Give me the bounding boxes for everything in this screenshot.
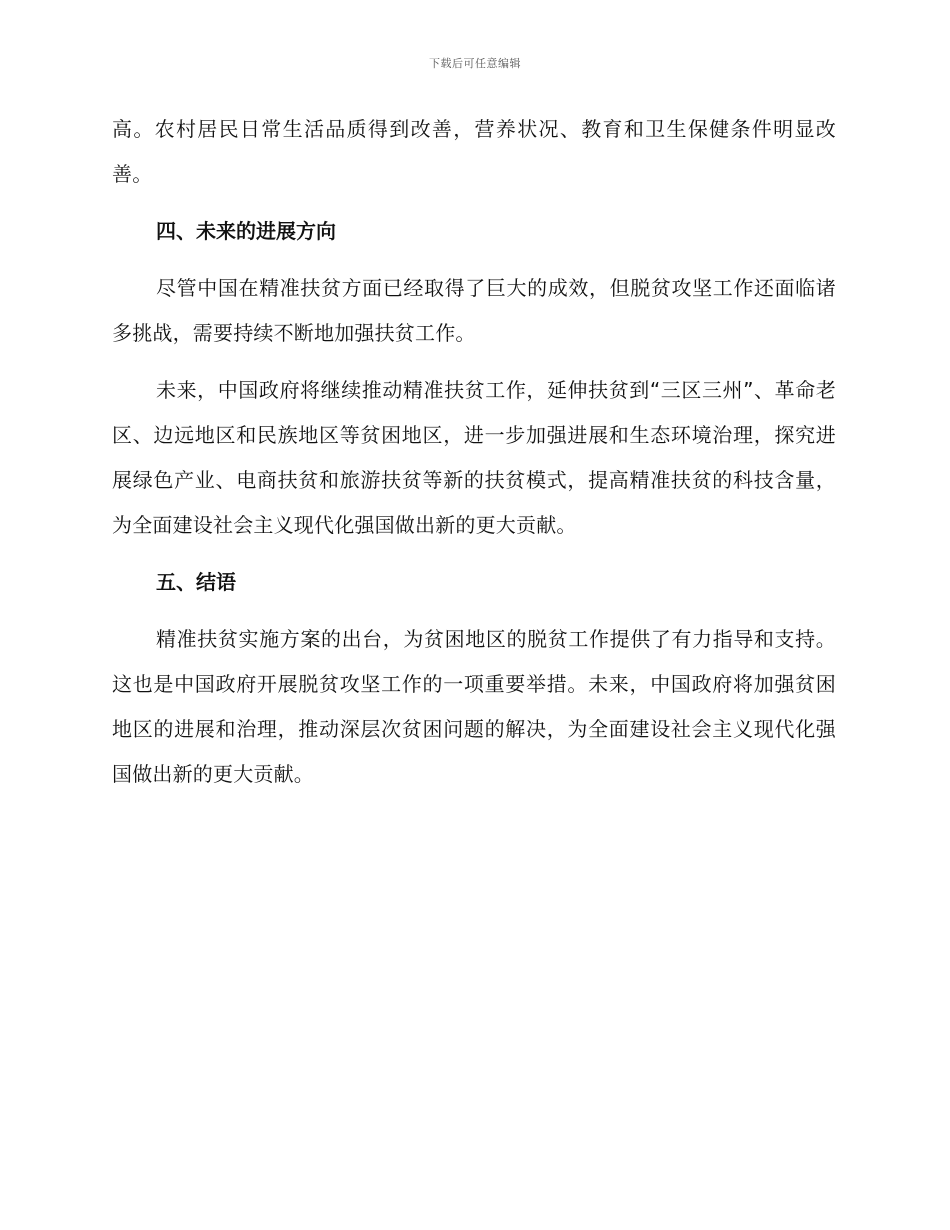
section-heading-conclusion: 五、结语 [156, 570, 236, 594]
document-body [112, 107, 836, 809]
page-header: 下载后可任意编辑 [429, 57, 521, 70]
intro-paragraph: 高。农村居民日常生活品质得到改善，营养状况、教育和卫生保健条件明显改善。 [112, 117, 836, 186]
future-paragraph-2: 未来，中国政府将继续推动精准扶贫工作，延伸扶贫到“三区三州”、革命老区、边远地区和民族地区等贫困地区，进一步加强进展和生态环境治理，探究进展绿色产业、电商扶贫和旅游扶贫等新的扶贫模式，提高精准扶贫的科技含量，为全面建设社会主义现代化强国做出新的更大贡献。 [112, 378, 836, 537]
conclusion-paragraph: 精准扶贫实施方案的出台，为贫困地区的脱贫工作提供了有力指导和支持。这也是中国政府开展脱贫攻坚工作的一项重要举措。未来，中国政府将加强贫困地区的进展和治理，推动深层次贫困问题的解决，为全面建设社会主义现代化强国做出新的更大贡献。 [112, 627, 836, 786]
section-heading-future: 四、未来的进展方向 [156, 219, 336, 243]
future-paragraph-1: 尽管中国在精准扶贫方面已经取得了巨大的成效，但脱贫攻坚工作还面临诸多挑战，需要持续不断地加强扶贫工作。 [112, 276, 836, 345]
